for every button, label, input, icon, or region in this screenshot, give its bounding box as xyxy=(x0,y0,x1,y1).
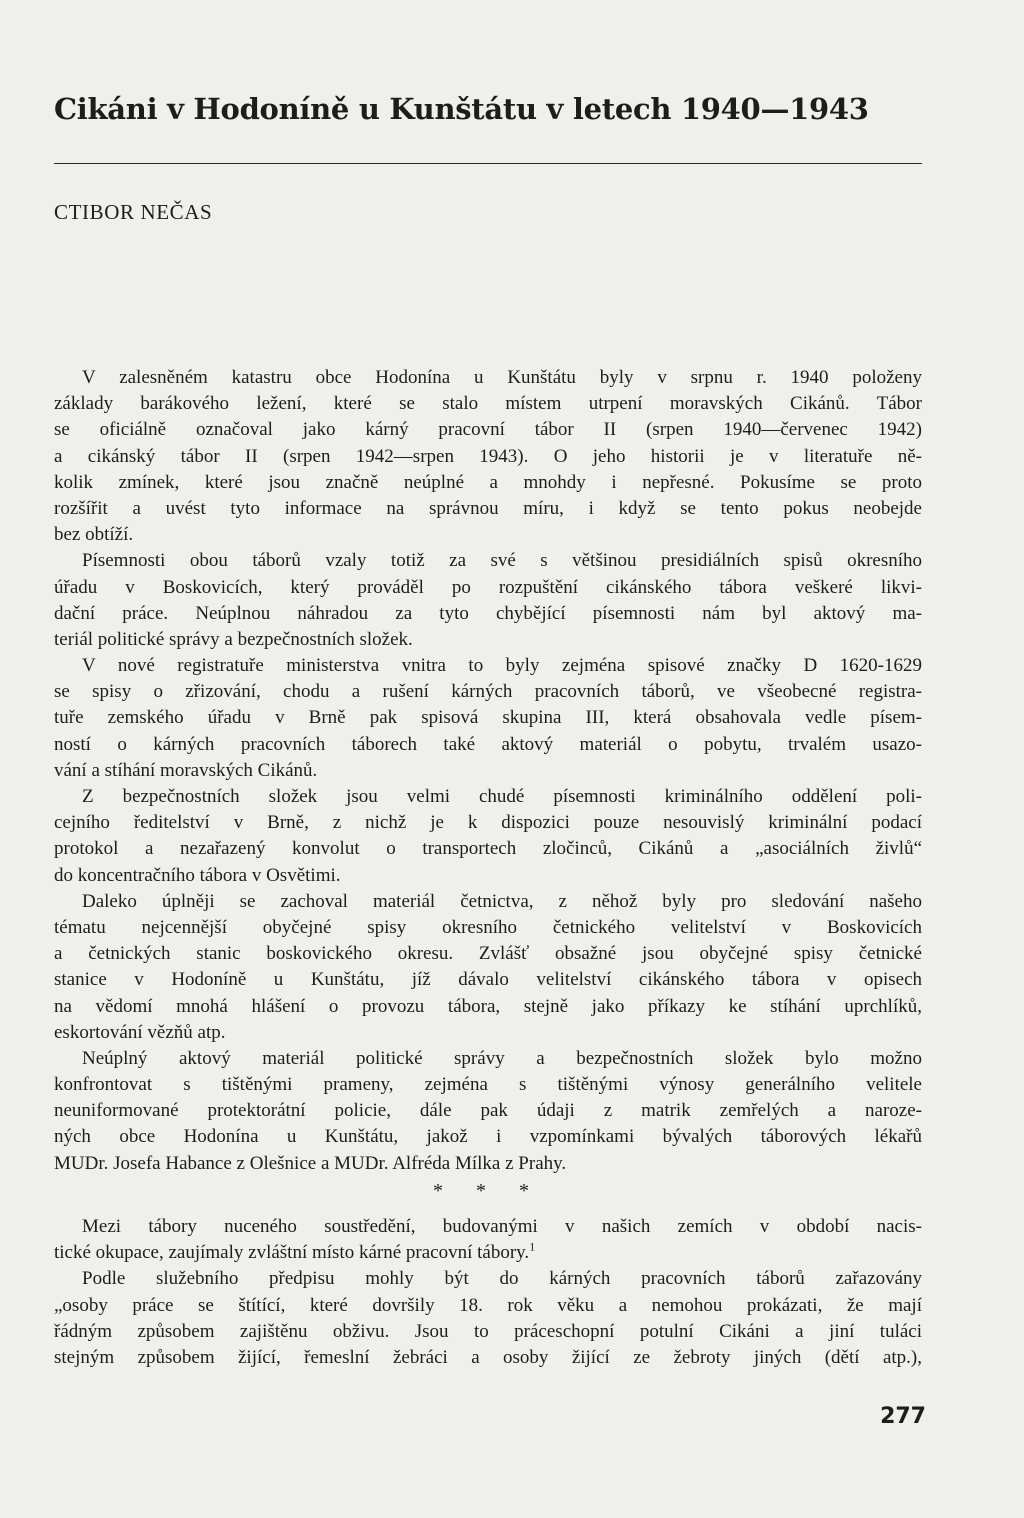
footnote-ref: 1 xyxy=(529,1239,536,1254)
article-body-section-2 xyxy=(54,1214,922,1371)
text-line: stejným způsobem žijící, řemeslní žebráci a osoby žijící ze žebroty jiných (dětí atp.), xyxy=(54,1346,922,1368)
text-line: V nové registratuře ministerstva vnitra to byly zejména spisové značky D 1620-1629 xyxy=(82,655,922,677)
text-line: tématu nejcennější obyčejné spisy okresního četnického velitelství v Boskovicích xyxy=(54,916,922,938)
article-body-section-1 xyxy=(54,365,922,1177)
text-line: V zalesněném katastru obce Hodonína u Kunštátu byly v srpnu r. 1940 položeny xyxy=(82,367,922,388)
text-line: a cikánský tábor II (srpen 1942—srpen 1943). O jeho historii je v literatuře ně- xyxy=(54,445,922,467)
text-line: teriál politické správy a bezpečnostních složek. xyxy=(54,628,413,650)
text-line: vání a stíhání moravských Cikánů. xyxy=(54,759,318,781)
text-line: kolik zmínek, které jsou značně neúplné a mnohdy i nepřesné. Pokusíme se proto xyxy=(54,471,922,493)
text-line: na vědomí mnohá hlášení o provozu tábora, stejně jako příkazy ke stíhání uprchlíků, xyxy=(54,995,922,1017)
text-line: Mezi tábory nuceného soustředění, budovanými v našich zemích v období nacis- xyxy=(82,1216,922,1237)
text-line: ností o kárných pracovních táborech také aktový materiál o pobytu, trvalém usazo- xyxy=(54,733,922,755)
section-divider: * * * xyxy=(433,1180,543,1202)
title-rule xyxy=(54,163,922,164)
text-line: ných obce Hodonína u Kunštátu, jakož i vzpomínkami bývalých táborových lékařů xyxy=(54,1126,922,1148)
text-line: základy barákového ležení, které se stalo místem utrpení moravských Cikánů. Tábor xyxy=(54,393,922,415)
article-title: Cikáni v Hodoníně u Kunštátu v letech 1940—1943 xyxy=(54,92,869,126)
text-line: konfrontovat s tištěnými prameny, zejména s tištěnými výnosy generálního velitele xyxy=(54,1074,922,1096)
text-line: protokol a nezařazený konvolut o transportech zločinců, Cikánů a „asociálních živlů“ xyxy=(54,838,922,860)
article-author: CTIBOR NEČAS xyxy=(54,200,213,224)
text-line: rozšířit a uvést tyto informace na správnou míru, i když se tento pokus neobejde xyxy=(54,497,922,519)
text-line: eskortování vězňů atp. xyxy=(54,1021,226,1043)
text-line: stanice v Hodoníně u Kunštátu, jíž dávalo velitelství cikánského tábora v opisech xyxy=(54,969,922,991)
text-line: Daleko úplněji se zachoval materiál četnictva, z něhož byly pro sledování našeho xyxy=(82,890,922,912)
text-line: MUDr. Josefa Habance z Olešnice a MUDr. Alfréda Mílka z Prahy. xyxy=(54,1152,567,1174)
text-line: a četnických stanic boskovického okresu. Zvlášť obsažné jsou obyčejné spisy četnické xyxy=(54,943,922,965)
text-line: „osoby práce se štítící, které dovršily 18. rok věku a nemohou prokázati, že mají xyxy=(54,1294,922,1316)
text-line: se oficiálně označoval jako kárný pracovní tábor II (srpen 1940—červenec 1942) xyxy=(54,419,922,441)
text-line: Z bezpečnostních složek jsou velmi chudé písemnosti kriminálního oddělení poli- xyxy=(82,786,922,807)
text-line: Neúplný aktový materiál politické správy a bezpečnostních složek bylo možno xyxy=(82,1047,922,1069)
text-line: neuniformované protektorátní policie, dále pak údaji z matrik zemřelých a naroze- xyxy=(54,1100,922,1122)
text-line: do koncentračního tábora v Osvětimi. xyxy=(54,864,341,886)
page-number: 277 xyxy=(880,1404,926,1429)
text-line: tické okupace, zaujímaly zvláštní místo kárné pracovní tábory.$^1$ xyxy=(54,1239,536,1264)
text-line: Písemnosti obou táborů vzaly totiž za své s většinou presidiálních spisů okresního xyxy=(82,550,922,572)
text-line: Podle služebního předpisu mohly být do kárných pracovních táborů zařazovány xyxy=(82,1268,922,1290)
text-line: úřadu v Boskovicích, který prováděl po rozpuštění cikánského tábora veškeré likvi- xyxy=(54,576,922,598)
text-line: cejního ředitelství v Brně, z nichž je k dispozici pouze nesouvislý kriminální podací xyxy=(54,812,922,834)
text-line: tuře zemského úřadu v Brně pak spisová skupina III, která obsahovala vedle písem- xyxy=(54,707,922,729)
text-line: se spisy o zřizování, chodu a rušení kárných pracovních táborů, ve všeobecné registra- xyxy=(54,681,922,703)
text-line: dační práce. Neúplnou náhradou za tyto chybějící písemnosti nám byl aktový ma- xyxy=(54,602,922,624)
text-line: řádným způsobem zajištěnu obživu. Jsou to práceschopní potulní Cikáni a jiní tuláci xyxy=(54,1320,922,1342)
text-line: bez obtíží. xyxy=(54,524,134,546)
